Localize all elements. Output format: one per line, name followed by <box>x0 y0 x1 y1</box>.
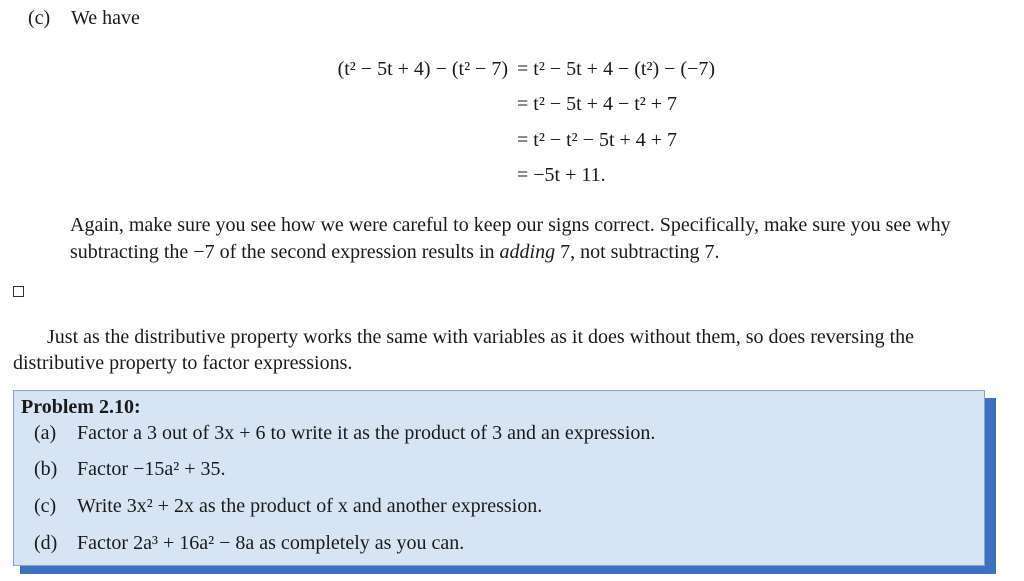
problem-item-a <box>34 422 655 445</box>
explanation-paragraph: Again, make sure you see how we were careful to keep our signs correct. Specifically, make sure you see why subtracting the −7 of the second expression results in adding 7, not subtracting 7. <box>70 214 951 263</box>
equation-step-1: = t² − 5t + 4 − (t²) − (−7) <box>517 58 715 80</box>
problem-item-text: Factor 2a³ + 16a² − 8a as completely as you can. <box>77 532 465 554</box>
problem-item-text: Factor −15a² + 35. <box>77 458 226 480</box>
emphasis-adding: adding <box>499 241 556 263</box>
equation-step-4: = −5t + 11. <box>517 164 606 186</box>
problem-item-text: Write 3x² + 2x as the product of x and another expression. <box>77 495 543 517</box>
problem-item-label: (a) <box>34 422 57 444</box>
problem-box <box>13 390 985 566</box>
problem-item-b <box>34 458 226 481</box>
problem-item-c <box>34 495 542 518</box>
equation-step-2: = t² − 5t + 4 − t² + 7 <box>517 93 678 115</box>
distributive-paragraph: Just as the distributive property works the same with variables as it does without them, so does reversing the distributive property to factor expressions. <box>13 326 915 374</box>
problem-item-text: Factor a 3 out of 3x + 6 to write it as the product of 3 and an expression. <box>77 422 656 444</box>
equation-lhs: (t² − 5t + 4) − (t² − 7) <box>337 58 508 80</box>
problem-item-d <box>34 532 464 555</box>
equation-step-3: = t² − t² − 5t + 4 + 7 <box>517 129 678 151</box>
part-c-intro: We have <box>71 7 140 29</box>
end-of-solution-box-icon <box>13 286 24 297</box>
problem-item-label: (d) <box>34 532 58 554</box>
part-c-label: (c) <box>28 7 51 29</box>
problem-item-label: (b) <box>34 458 58 480</box>
problem-title: Problem 2.10: <box>21 396 141 418</box>
problem-item-label: (c) <box>34 495 57 517</box>
